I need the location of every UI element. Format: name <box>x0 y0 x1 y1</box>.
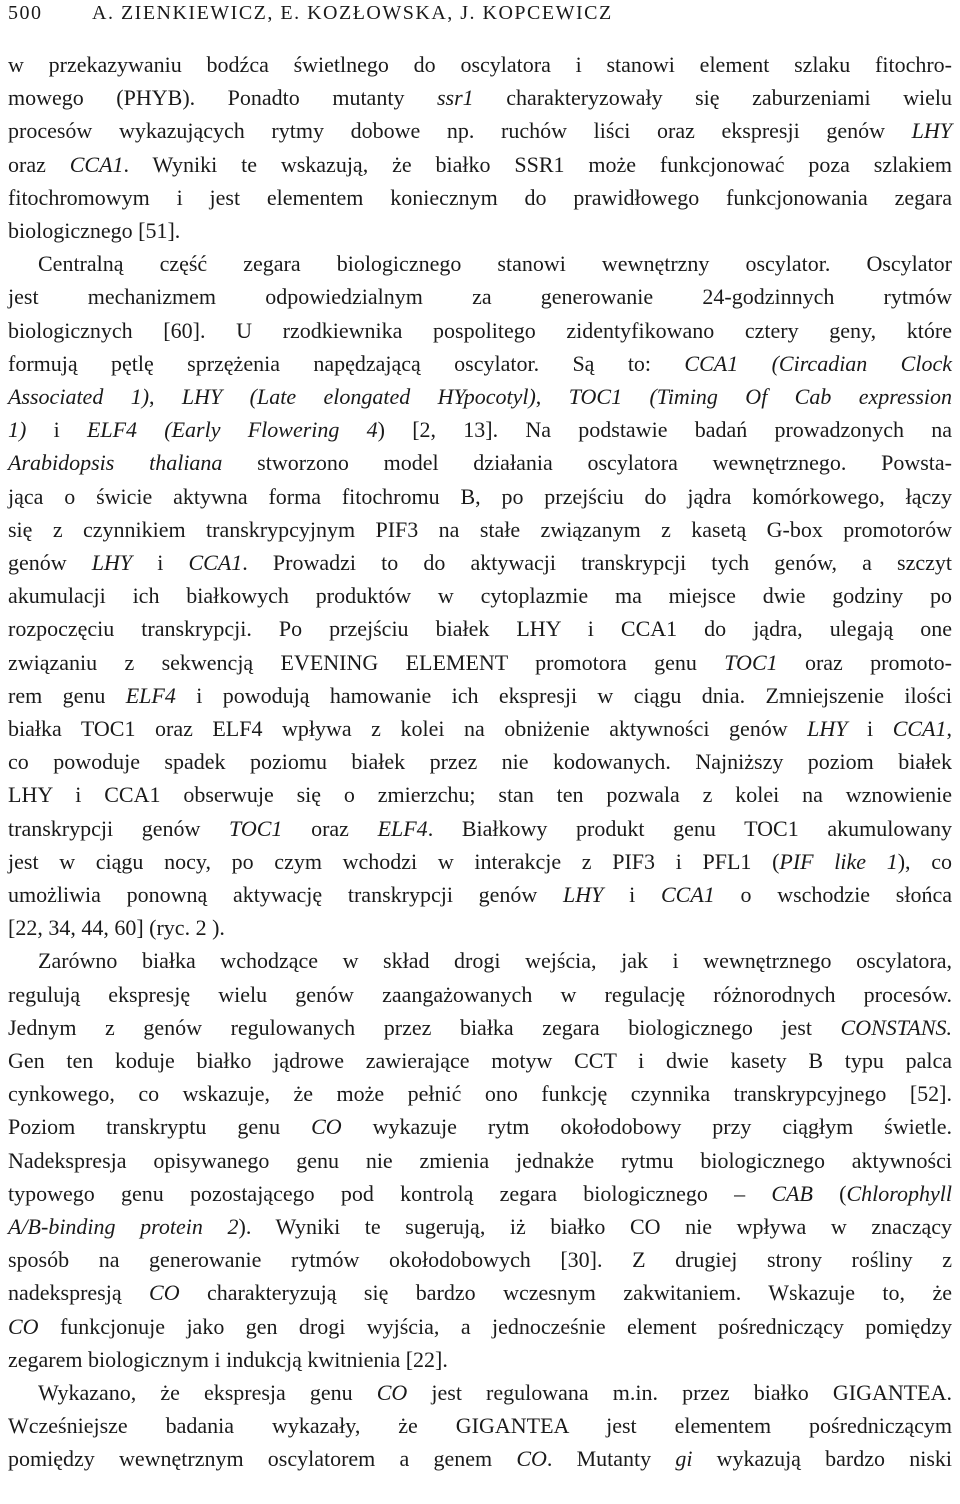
italic-term: ssr1 <box>436 85 474 111</box>
text-line <box>8 114 952 147</box>
text-line <box>8 1409 952 1442</box>
text-line <box>8 646 952 679</box>
text-line <box>8 480 952 513</box>
text-run: umożliwia ponowną aktywację transkrypcji genów <box>8 882 564 907</box>
italic-term: CCA1 <box>69 151 124 177</box>
italic-term: CONSTANS. <box>840 1014 952 1040</box>
text-run: LHY i CCA1 obserwuje się o zmierzchu; stan ten pozwala z kolei na wznowienie <box>8 782 952 808</box>
text-line <box>8 812 952 845</box>
text-run: o wschodzie słońca <box>714 882 952 907</box>
text-run: , <box>149 384 182 409</box>
italic-term: ELF4 (Early Flowering 4 <box>86 417 378 443</box>
text-line <box>8 978 952 1011</box>
text-line <box>8 679 952 712</box>
text-run: charakteryzowały się zaburzeniami wielu <box>473 85 952 111</box>
italic-term: CO <box>8 1313 39 1339</box>
text-run: jest w ciągu nocy, po czym wchodzi w interakcje z PIF3 i PFL1 ( <box>8 848 780 874</box>
text-run: rozpoczęciu transkrypcji. Po przejściu białek LHY i CCA1 do jądra, ulegają one <box>8 616 952 642</box>
text-run: . Wyniki te wskazują, że białko SSR1 może funkcjonować poza szlakiem <box>123 151 953 177</box>
text-run: cynkowego, co wskazuje, że może pełnić ono funkcję czynnika transkrypcyjnego [52]. <box>8 1081 952 1107</box>
text-line <box>38 247 952 280</box>
italic-term: CO <box>376 1380 408 1405</box>
italic-term: TOC1 (Timing Of Cab expression <box>568 384 953 409</box>
page-number: 500 <box>8 2 43 24</box>
text-run: . Mutanty <box>546 1446 676 1472</box>
text-run: i <box>26 417 87 443</box>
text-run: charakteryzują się bardzo wczesnym zakwitaniem. Wskazuje to, że <box>179 1280 952 1306</box>
italic-term: ELF4 <box>377 815 428 841</box>
italic-term: 1) <box>8 417 27 443</box>
text-run: genów <box>8 550 92 575</box>
italic-term: LHY <box>563 882 604 907</box>
text-run: fitochromowym i jest elementem koniecznym do prawidłowego funkcjonowania zegara <box>8 184 952 210</box>
text-line <box>8 347 952 380</box>
text-line <box>8 1343 952 1376</box>
text-run: jest mechanizmem odpowiedzialnym za generowanie 24-godzinnych rytmów <box>8 284 952 310</box>
text-run: wykazuje rytm okołodobowy przy ciągłym świetle. <box>341 1114 952 1140</box>
text-line <box>8 1110 952 1143</box>
text-run: . Prowadzi to do aktywacji transkrypcji tych genów, a szczyt <box>242 550 952 575</box>
italic-term: ELF4 <box>125 682 176 708</box>
text-run: ), co <box>897 848 952 874</box>
text-run: biologicznych [60]. U rzodkiewnika pospolitego zidentyfikowano cztery geny, które <box>8 317 952 343</box>
italic-term: CCA1 <box>892 716 947 741</box>
text-run: jest regulowana m.in. przez białko GIGANTEA. <box>407 1380 952 1405</box>
header-authors: A. ZIENKIEWICZ, E. KOZŁOWSKA, J. KOPCEWICZ <box>92 2 613 24</box>
text-line <box>8 845 952 878</box>
italic-term: A/B-binding protein 2 <box>8 1214 239 1239</box>
text-line <box>8 579 952 612</box>
text-run: regulują ekspresję wielu genów zaangażowanych w regulację różnorodnych procesów. <box>8 981 952 1007</box>
italic-term: Chlorophyll <box>846 1180 952 1206</box>
italic-term: TOC1 <box>229 815 283 841</box>
text-run: zegarem biologicznym i indukcją kwitnienia [22]. <box>8 1346 448 1372</box>
text-run: oraz promoto- <box>777 649 952 675</box>
text-run: biologicznego [51]. <box>8 218 181 243</box>
text-run: się z czynnikiem transkrypcyjnym PIF3 na stałe związanym z kasetą G-box promotorów <box>8 516 952 542</box>
text-run: i powodują hamowanie ich ekspresji w ciągu dnia. Zmniejszenie ilości <box>175 682 952 708</box>
text-line <box>8 778 952 811</box>
text-run: Zarówno białka wchodzące w skład drogi wejścia, jak i wewnętrznego oscylatora, <box>38 948 952 974</box>
italic-term: CCA1 <box>660 882 715 907</box>
text-line <box>38 1376 952 1409</box>
text-run: pomiędzy wewnętrznym oscylatorem a genem <box>8 1446 517 1472</box>
text-run: co powoduje spadek poziomu białek przez nie kodowanych. Najniższy poziom białek <box>8 749 952 775</box>
text-run: akumulacji ich białkowych produktów w cytoplazmie ma miejsce dwie godziny po <box>8 583 952 609</box>
text-line <box>8 1011 952 1044</box>
italic-term: PIF like 1 <box>779 848 898 874</box>
text-run: i <box>132 550 189 575</box>
running-header <box>8 0 952 26</box>
text-run: jąca o świcie aktywna forma fitochromu B, po przejściu do jądra komórkowego, łączy <box>8 483 952 509</box>
text-line <box>8 1276 952 1309</box>
text-run: oraz <box>8 151 70 177</box>
text-run: , <box>946 716 952 741</box>
text-line <box>8 1177 952 1210</box>
italic-term: CCA1 <box>188 550 243 575</box>
italic-term: CO <box>311 1114 342 1140</box>
text-line <box>8 1044 952 1077</box>
text-line <box>8 745 952 778</box>
text-run: oraz <box>282 815 378 841</box>
text-run: białka TOC1 oraz ELF4 wpływa z kolei na obniżenie aktywności genów <box>8 716 808 741</box>
text-line <box>8 181 952 214</box>
italic-term: LHY <box>807 716 848 741</box>
italic-term: Arabidopsis thaliana <box>8 450 223 476</box>
text-run: Jednym z genów regulowanych przez białka zegara biologicznego jest <box>8 1014 841 1040</box>
text-run: Poziom transkryptu genu <box>8 1114 312 1140</box>
text-line <box>8 48 952 81</box>
text-line <box>8 148 952 181</box>
text-run: Gen ten koduje białko jądrowe zawierające motyw CCT i dwie kasety B typu palca <box>8 1048 952 1073</box>
text-run: i <box>603 882 661 907</box>
text-line <box>8 1310 952 1343</box>
text-line <box>8 81 952 114</box>
italic-term: LHY <box>911 118 952 144</box>
text-line <box>8 513 952 546</box>
text-run: procesów wykazujących rytmy dobowe np. ruchów liści oraz ekspresji genów <box>8 118 912 144</box>
italic-term: gi <box>675 1446 693 1472</box>
text-run: ). Wyniki te sugerują, iż białko CO nie wpływa w znaczący <box>238 1214 953 1239</box>
text-line <box>8 314 952 347</box>
italic-term: CCA1 (Circadian Clock <box>684 350 952 376</box>
text-run: sposób na generowanie rytmów okołodobowych [30]. Z drugiej strony rośliny z <box>8 1247 952 1273</box>
text-run: typowego genu pozostającego pod kontrolą zegara biologicznego – <box>8 1180 772 1206</box>
text-line <box>8 546 952 579</box>
italic-term: CO <box>516 1446 547 1472</box>
italic-term: LHY (Late elongated HYpocotyl) <box>181 384 536 409</box>
text-run: stworzono model działania oscylatora wewnętrznego. Powsta- <box>222 450 953 476</box>
text-run: funkcjonuje jako gen drogi wyjścia, a jednocześnie element pośredniczący pomiędzy <box>38 1313 952 1339</box>
text-line <box>38 944 952 977</box>
text-run: Centralną część zegara biologicznego stanowi wewnętrzny oscylator. Oscylator <box>38 251 952 277</box>
italic-term: Associated 1) <box>8 384 150 409</box>
text-run: [22, 34, 44, 60] (ryc. 2 ). <box>8 915 225 941</box>
text-run: wykazują bardzo niski <box>692 1446 952 1472</box>
text-line <box>8 1077 952 1110</box>
text-run: transkrypcji genów <box>8 815 230 841</box>
text-line <box>8 1442 952 1475</box>
text-line <box>8 612 952 645</box>
text-run: i <box>847 716 893 741</box>
text-line <box>8 1243 952 1276</box>
italic-term: CAB <box>771 1180 813 1206</box>
text-run: formują pętlę sprzężenia napędzającą oscylator. Są to: <box>8 350 685 376</box>
text-run: Nadekspresja opisywanego genu nie zmienia jednakże rytmu biologicznego aktywności <box>8 1147 952 1173</box>
text-run: rem genu <box>8 682 126 708</box>
text-run: Wykazano, że ekspresja genu <box>38 1380 377 1405</box>
text-run: Wcześniejsze badania wykazały, że GIGANTEA jest elementem pośredniczącym <box>8 1413 952 1439</box>
text-run: nadekspresją <box>8 1280 150 1306</box>
text-run: , <box>535 384 569 409</box>
text-run: w przekazywaniu bodźca świetlnego do oscylatora i stanowi element szlaku fitochro- <box>8 52 952 77</box>
text-line <box>8 911 952 944</box>
text-run: ) [2, 13]. Na podstawie badań prowadzonych na <box>377 417 952 443</box>
text-run: ( <box>812 1180 847 1206</box>
text-run: . Białkowy produkt genu TOC1 akumulowany <box>427 815 952 841</box>
italic-term: LHY <box>91 550 133 575</box>
text-line <box>8 413 952 446</box>
text-line <box>8 1144 952 1177</box>
text-line <box>8 280 952 313</box>
text-line <box>8 878 952 911</box>
text-run: związaniu z sekwencją EVENING ELEMENT promotora genu <box>8 649 725 675</box>
text-line <box>8 712 952 745</box>
text-line <box>8 214 952 247</box>
italic-term: CO <box>149 1280 180 1306</box>
text-run: mowego (PHYB). Ponadto mutanty <box>8 85 437 111</box>
text-line <box>8 380 952 413</box>
text-line <box>8 446 952 479</box>
italic-term: TOC1 <box>724 649 778 675</box>
text-line <box>8 1210 952 1243</box>
